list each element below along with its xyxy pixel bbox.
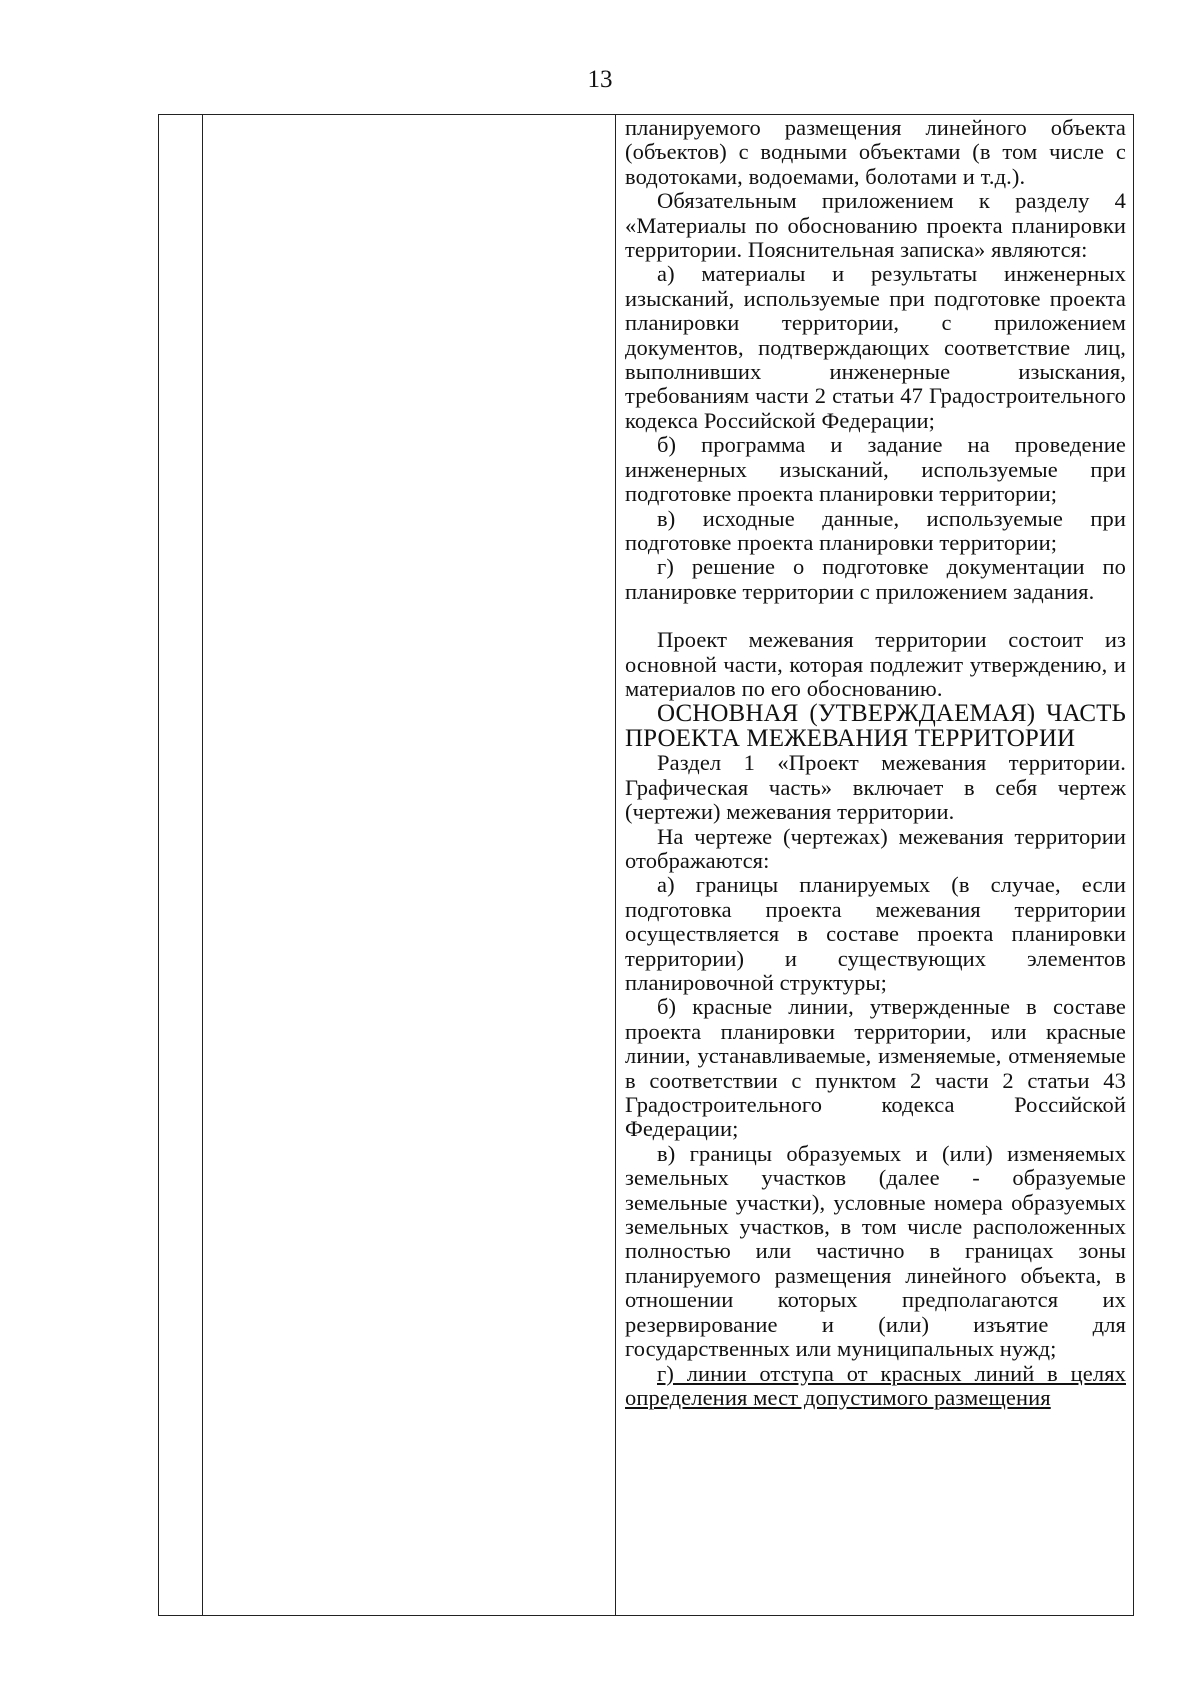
- column-divider-2: [615, 115, 616, 1615]
- list-item: б) программа и задание на проведение инженерных изысканий, используемые при подготовке проекта планировки территории;: [625, 432, 1126, 507]
- list-item: а) границы планируемых (в случае, если подготовка проекта межевания территории осуществляется в составе проекта планировки территории) и существующих элементов планировочной структуры;: [625, 872, 1126, 995]
- paragraph: Раздел 1 «Проект межевания территории. Графическая часть» включает в себя чертеж (чертежи) межевания территории.: [625, 750, 1126, 825]
- list-item: в) границы образуемых и (или) изменяемых земельных участков (далее - образуемые земельные участки), условные номера образуемых земельных участков, в том числе расположенных полностью или частично в границах зоны планируемого размещения линейного объекта, в отношении которых предполагаются их резервирование и (или) изъятие для государственных или муниципальных нужд;: [625, 1140, 1126, 1362]
- paragraph: Проект межевания территории состоит из основной части, которая подлежит утверждению, и материалов по его обоснованию.: [625, 627, 1126, 701]
- paragraph: На чертеже (чертежах) межевания территории отображаются:: [625, 823, 1126, 873]
- paragraph: Обязательным приложением к разделу 4 «Материалы по обоснованию проекта планировки территории. Пояснительная записка» являются:: [625, 188, 1126, 263]
- list-item: г) решение о подготовке документации по планировке территории с приложением задания.: [625, 554, 1126, 604]
- section-heading: ОСНОВНАЯ (УТВЕРЖДАЕМАЯ) ЧАСТЬ ПРОЕКТА МЕЖЕВАНИЯ ТЕРРИТОРИИ: [625, 700, 1126, 753]
- document-table: [158, 114, 1134, 1616]
- paragraph: планируемого размещения линейного объекта (объектов) с водными объектами (в том числе с водотоками, водоемами, болотами и т.д.).: [625, 115, 1126, 189]
- list-item: в) исходные данные, используемые при подготовке проекта планировки территории;: [625, 505, 1126, 555]
- list-item: а) материалы и результаты инженерных изысканий, используемые при подготовке проекта планировки территории, с приложением документов, подтверждающих соответствие лиц, выполнивших инженерные изыскания, требованиям части 2 статьи 47 Градостроительного кодекса Российской Федерации;: [625, 261, 1126, 433]
- page-number: 13: [587, 66, 613, 93]
- table-cell-content: [625, 116, 1126, 1410]
- list-item: г) линии отступа от красных линий в целях определения мест допустимого размещения: [625, 1360, 1126, 1410]
- list-item: б) красные линии, утвержденные в составе проекта планировки территории, или красные линии, устанавливаемые, изменяемые, отменяемые в соответствии с пунктом 2 части 2 статьи 43 Градостроительного кодекса Российской Федерации;: [625, 994, 1126, 1142]
- column-divider-1: [202, 115, 203, 1615]
